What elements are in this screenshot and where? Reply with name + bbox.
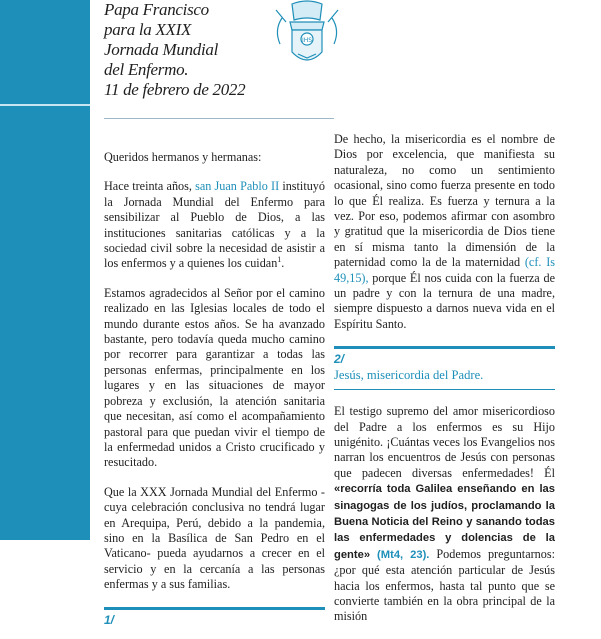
- footnote-marker[interactable]: 1: [277, 255, 282, 265]
- paragraph-text: El testigo supremo del amor misericordioso del Padre a los enfermos es su Hijo unigénito. ¡Cuántas veces los Evangelios nos narran los encuentros de Jesús con personas que padecen diversas enfermedades! Él: [334, 404, 555, 480]
- title-line: 11 de febrero de 2022: [104, 80, 246, 99]
- svg-text:IHS: IHS: [301, 37, 313, 44]
- left-column: [104, 150, 325, 628]
- section-number: 2/: [334, 346, 555, 367]
- sidebar-divider: [0, 104, 90, 106]
- header-divider: [104, 118, 334, 119]
- paragraph-text: .: [281, 256, 285, 271]
- document-title: [104, 0, 245, 100]
- paragraph-text: porque Él nos cuida con la fuerza de un padre y con la ternura de una madre, siempre dispuesto a darnos nueva vida en el Espíritu Santo.: [334, 270, 555, 331]
- title-line: Papa Francisco: [104, 0, 209, 19]
- title-line: Jornada Mundial: [104, 40, 219, 59]
- section-number: 1/: [104, 607, 325, 628]
- bible-reference: (cf. Is 49,15),: [334, 255, 555, 285]
- gospel-quote: «recorría toda Galilea enseñando en las sinagogas de los judíos, proclamando la Buena Noticia del Reino y sanando todas las enfermedades y dolencias de la gente»: [334, 483, 555, 561]
- paragraph-text: De hecho, la misericordia es el nombre de Dios por excelencia, que manifiesta su naturaleza, no como un sentimiento ocasional, sino como fuerza presente en todo lo que Él realiza. Es fuerza y ternura a la vez. Por eso, podemos afirmar con asombro y gratitud que la misericordia de Dios tiene en sí misma tanto la dimensión de la paternidad como la de la maternidad: [334, 132, 555, 270]
- paragraph: Que la XXX Jornada Mundial del Enfermo -cuya celebración conclusiva no tendrá lugar en Arequipa, Perú, debido a la pandemia, sino en la Basílica de San Pedro en el Vaticano- pueda ayudarnos a crecer en el servicio y en la cercanía a las personas enfermas y a sus familias.: [104, 484, 325, 592]
- paragraph-text: Hace treinta años,: [104, 179, 196, 194]
- title-line: del Enfermo.: [104, 60, 189, 79]
- saint-reference: san Juan Pablo II: [195, 179, 280, 194]
- paragraph: [334, 132, 555, 332]
- bible-reference: (Mt4, 23).: [370, 548, 430, 561]
- title-line: para la XXIX: [104, 20, 192, 39]
- paragraph: Estamos agradecidos al Señor por el camino realizado en las Iglesias locales de todo el mundo durante estos años. Se ha avanzado bastante, pero todavía queda mucho camino por recorrer para garantizar a todas las personas enfermas, principalmente en los lugares y en las situaciones de mayor pobreza y exclusión, la atención sanitaria que necesitan, así como el acompañamiento pastoral para que puedan vivir el tiempo de la enfermedad unidos a Cristo crucificado y resucitado.: [104, 285, 325, 470]
- paragraph-text: Podemos preguntarnos: ¿por qué esta atención particular de Jesús hacia los enfermos, hasta tal punto que se convierte también en la obra principal de la misión: [334, 546, 555, 624]
- paragraph-text: instituyó la Jornada Mundial del Enfermo para sensibilizar al Pueblo de Dios, a las instituciones sanitarias católicas y a la sociedad civil sobre la necesidad de asistir a los enfermos y a quienes los cuidan: [104, 179, 325, 271]
- paragraph: [334, 404, 555, 625]
- paragraph: [104, 179, 325, 271]
- right-column: [334, 132, 555, 639]
- accent-sidebar: [0, 0, 90, 540]
- papal-crest-icon: [262, 0, 352, 72]
- section-title: Jesús, misericordia del Padre.: [334, 368, 555, 390]
- salutation: Queridos hermanos y hermanas:: [104, 150, 262, 164]
